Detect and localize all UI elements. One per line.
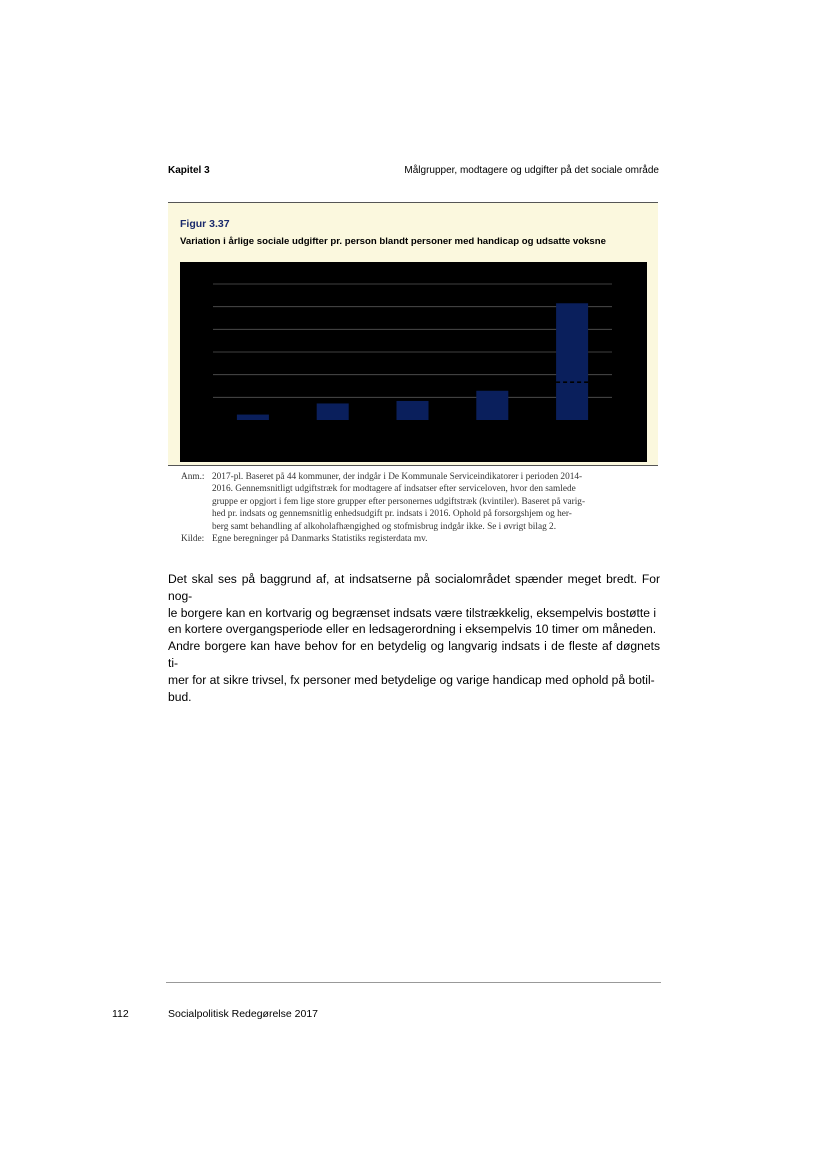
body-line: Andre borgere kan have behov for en betydelig og langvarig indsats i de fleste af døgnets ti-: [168, 639, 660, 670]
chart-svg: [180, 262, 647, 462]
note-anm-line: gruppe er opgjort i fem lige store grupper efter personernes udgiftstræk (kvintiler). Baseret på varig-: [212, 496, 586, 507]
footer-publication: Socialpolitisk Redegørelse 2017: [168, 1008, 318, 1020]
note-anm-label: Anm.:: [181, 472, 205, 482]
figure-title: Variation i årlige sociale udgifter pr. person blandt personer med handicap og udsatte voksne: [180, 236, 606, 247]
note-anm-line: hed pr. indsats og gennemsnitlig enhedsudgift pr. indsats i 2016. Ophold på forsorgshjem og her-: [212, 509, 572, 520]
body-line: en kortere overgangsperiode eller en ledsagerordning i eksempelvis 10 timer om måneden.: [168, 622, 657, 637]
body-line: mer for at sikre trivsel, fx personer med betydelige og varige handicap med ophold på botil-: [168, 672, 655, 687]
chart-area: [180, 262, 647, 462]
section-title: Målgrupper, modtagere og udgifter på det sociale område: [404, 165, 659, 176]
note-anm: [181, 471, 651, 533]
note-anm-text: [212, 471, 651, 533]
figure-notes: [181, 471, 651, 545]
note-kilde-label: Kilde:: [181, 534, 205, 545]
figure-label: Figur 3.37: [180, 218, 230, 230]
body-line: bud.: [168, 689, 192, 704]
note-anm-line: berg samt behandling af alkoholafhængighed og stofmisbrug indgår ikke. Se i øvrigt bilag 2.: [212, 521, 557, 532]
note-anm-line: 2017-pl. Baseret på 44 kommuner, der indgår i De Kommunale Serviceindikatorer i perioden 2014-: [212, 472, 583, 482]
bar-quintile-3: [397, 401, 429, 420]
bar-quintile-1: [237, 415, 269, 420]
note-anm-line: 2016. Gennemsnitligt udgiftstræk for modtagere af indsatser efter serviceloven, hvor den samlede: [212, 484, 576, 495]
body-line: le borgere kan en kortvarig og begrænset indsats være tilstrækkelig, eksempelvis bostøtte i: [168, 605, 657, 620]
figure-box: [168, 202, 658, 466]
note-kilde-text: Egne beregninger på Danmarks Statistiks registerdata mv.: [212, 534, 428, 545]
chart-bars: [237, 303, 588, 420]
bar-quintile-5: [556, 303, 588, 420]
bar-quintile-4: [476, 391, 508, 420]
body-line: Det skal ses på baggrund af, at indsatserne på socialområdet spænder meget bredt. For nog-: [168, 572, 660, 603]
chapter-label: Kapitel 3: [168, 165, 210, 176]
footer-divider: [166, 982, 661, 983]
chart-grid: [213, 284, 612, 397]
page-number: 112: [112, 1008, 129, 1020]
body-paragraph: [168, 571, 660, 705]
note-kilde: [181, 533, 651, 545]
bar-quintile-2: [317, 403, 349, 420]
